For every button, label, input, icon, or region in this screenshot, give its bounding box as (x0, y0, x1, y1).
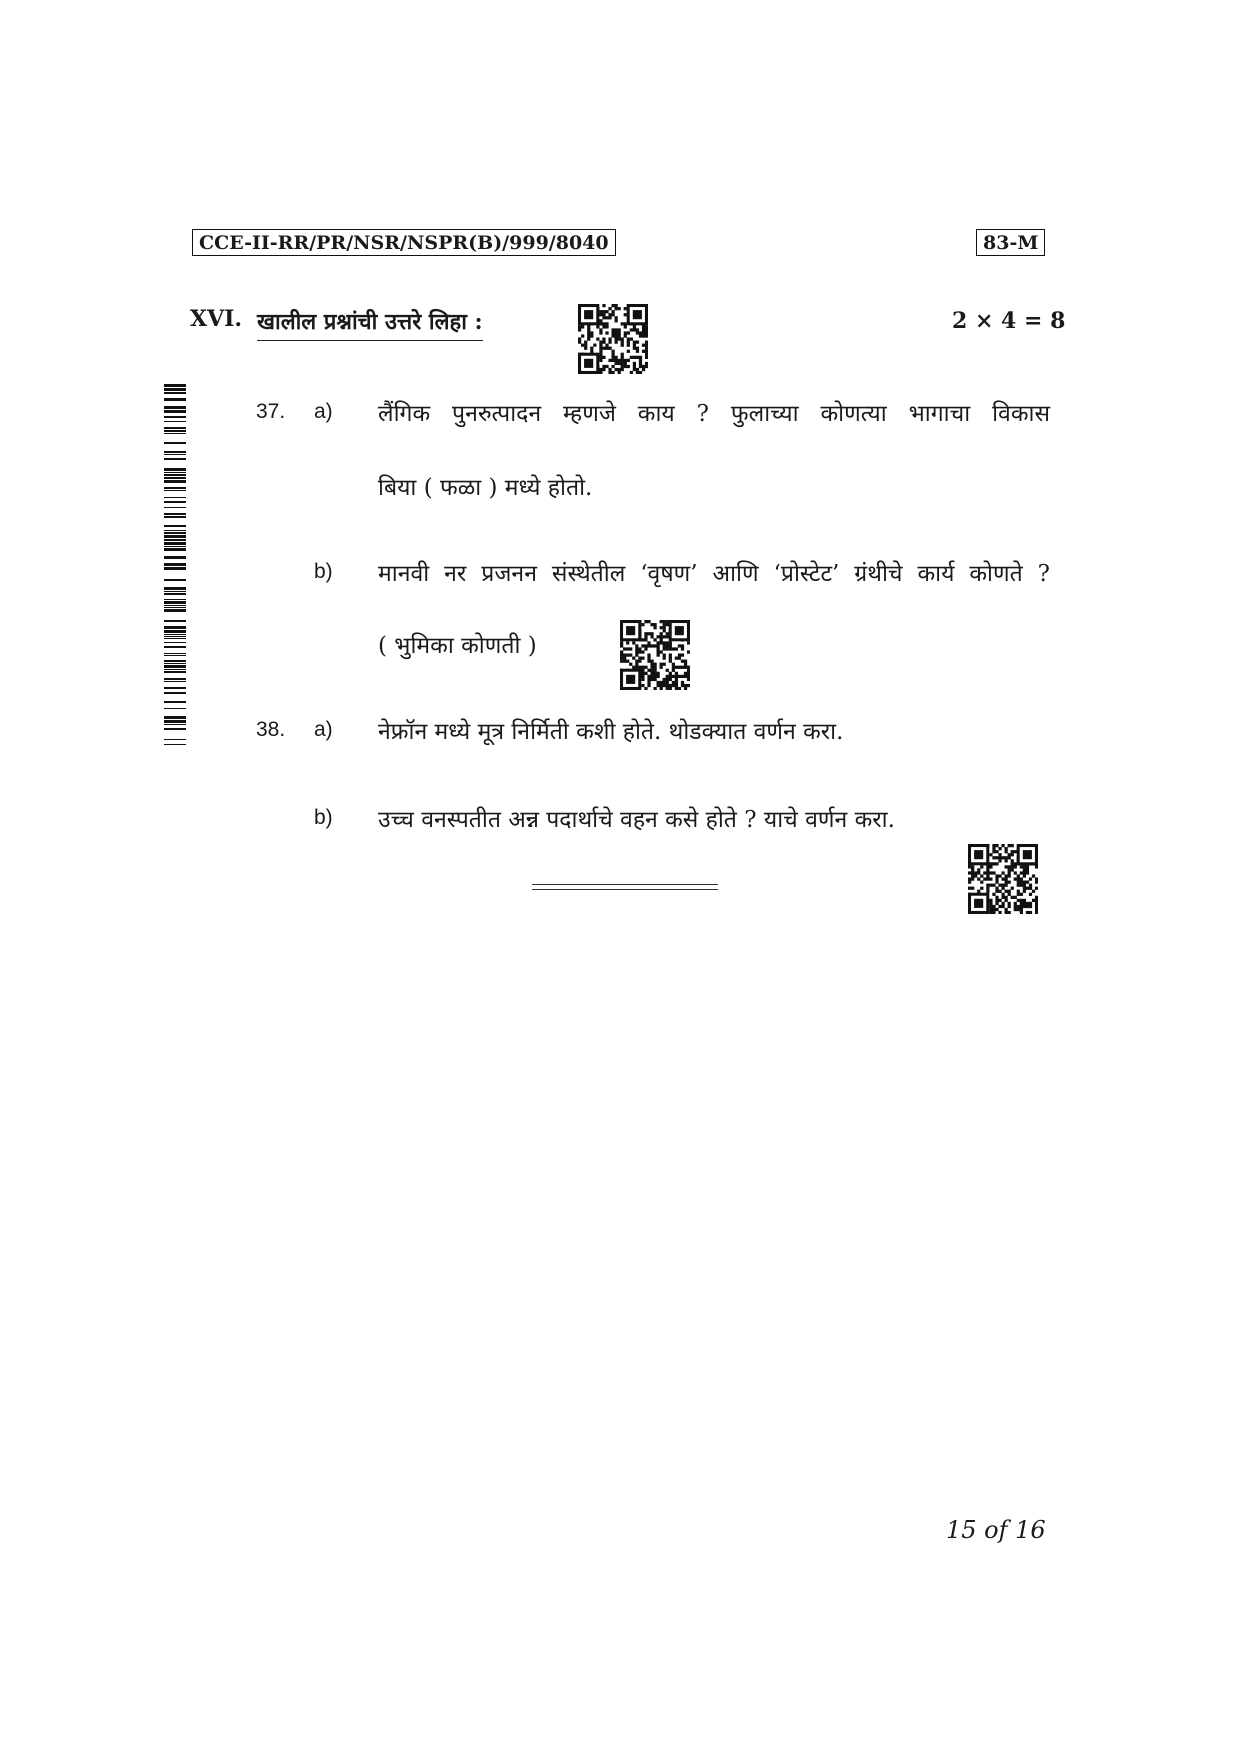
question-text: मानवी नर प्रजनन संस्थेतील ‘वृषण’ आणि ‘प्रोस्टेट’ ग्रंथीचे कार्य कोणते ? (378, 561, 1050, 587)
qr-code-icon (620, 620, 690, 690)
question-text: नेफ्रॉन मध्ये मूत्र निर्मिती कशी होते. थोडक्यात वर्णन करा. (378, 719, 844, 745)
end-rule (532, 884, 718, 885)
page-number: 15 of 16 (946, 1516, 1046, 1544)
question-text: ( भुमिका कोणती ) (378, 633, 537, 659)
question-text: लैंगिक पुनरुत्पादन म्हणजे काय ? फुलाच्या कोणत्या भागाचा विकास (378, 401, 1050, 427)
section-label: XVI. (190, 306, 243, 332)
question-part-label: a) (314, 718, 333, 741)
question-text: उच्च वनस्पतीत अन्न पदार्थाचे वहन कसे होते ? याचे वर्णन करा. (378, 807, 895, 833)
qr-code-icon (578, 304, 648, 374)
section-marks: 2 × 4 = 8 (952, 308, 1066, 334)
question-text: बिया ( फळा ) मध्ये होतो. (378, 475, 593, 501)
end-rule (532, 889, 718, 890)
question-number: 38. (256, 718, 286, 741)
barcode-icon (164, 384, 186, 752)
question-part-label: b) (314, 806, 333, 829)
question-part-label: a) (314, 400, 333, 423)
question-part-label: b) (314, 560, 333, 583)
section-title: खालील प्रश्नांची उत्तरे लिहा : (257, 306, 483, 341)
paper-id: 83-M (976, 229, 1045, 256)
qr-code-icon (968, 844, 1038, 914)
question-number: 37. (256, 400, 286, 423)
paper-code: CCE-II-RR/PR/NSR/NSPR(B)/999/8040 (192, 229, 616, 256)
